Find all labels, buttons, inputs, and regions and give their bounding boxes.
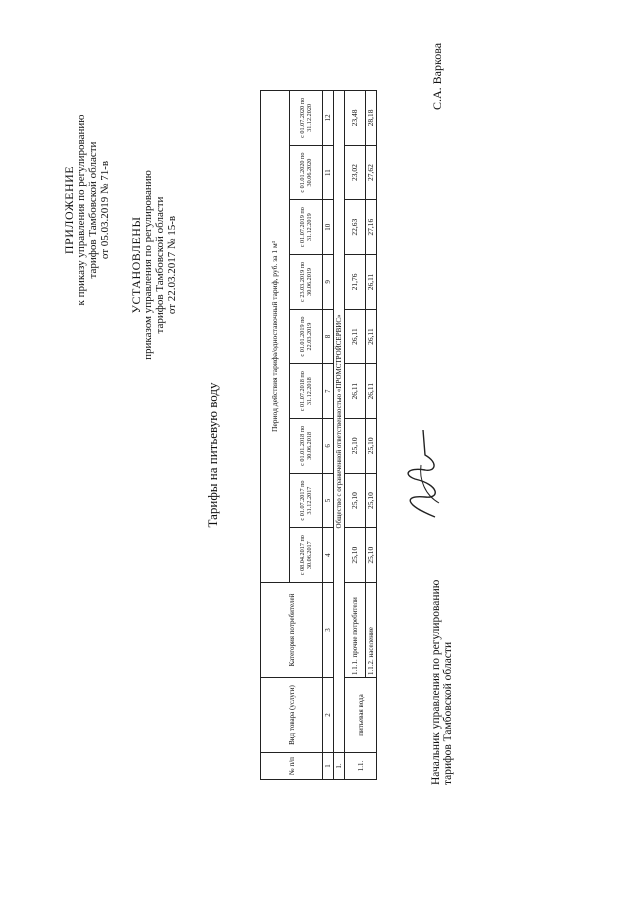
column-number: 2	[323, 678, 334, 753]
tariff-value: 23,02	[345, 145, 366, 200]
appendix-line-1: к приказу управления по регулированию	[75, 114, 87, 306]
header-period: Период действия тарифа/одноставочный тариф, руб. за 1 м³	[261, 91, 290, 583]
tariff-value: 26,11	[345, 309, 366, 364]
column-number-row	[323, 91, 334, 780]
tariff-value: 26,11	[366, 309, 377, 364]
column-number: 8	[323, 309, 334, 364]
table-row	[345, 91, 366, 780]
organization-row	[334, 91, 345, 780]
organization-number: 1.	[334, 753, 345, 780]
approved-header	[130, 115, 178, 415]
tariff-value: 25,10	[345, 419, 366, 474]
column-number: 7	[323, 364, 334, 419]
tariff-value: 25,10	[366, 528, 377, 583]
tariff-value: 26,11	[345, 364, 366, 419]
column-number: 3	[323, 583, 334, 678]
appendix-header	[63, 60, 111, 360]
item-service: питьевая вода	[345, 678, 377, 753]
category-cell: 1.1.2. население	[366, 583, 377, 678]
tariff-value: 25,10	[366, 419, 377, 474]
column-number: 4	[323, 528, 334, 583]
appendix-heading: ПРИЛОЖЕНИЕ	[62, 165, 76, 255]
tariff-value: 22,63	[345, 200, 366, 255]
approved-line-2: тарифов Тамбовской области	[154, 196, 166, 334]
tariff-value: 27,16	[366, 200, 377, 255]
category-cell: 1.1.1. прочие потребители	[345, 583, 366, 678]
header-category: Категория потребителей	[261, 583, 323, 678]
column-number: 9	[323, 255, 334, 310]
item-number: 1.1.	[345, 753, 377, 780]
tariff-value: 25,10	[345, 528, 366, 583]
tariff-table	[260, 90, 377, 780]
tariff-value: 26,11	[366, 364, 377, 419]
period-cell: с 01.01.2018 по 30.06.2018	[290, 419, 323, 474]
appendix-line-3: от 05.03.2019 № 71-в	[99, 160, 111, 260]
column-number: 10	[323, 200, 334, 255]
period-cell: с 23.03.2019 по 30.06.2019	[290, 255, 323, 310]
column-number: 5	[323, 473, 334, 528]
organization-name: Общество с ограниченной ответственностью «ПРОМСТРОЙСЕРВИС»	[334, 91, 345, 753]
signer-position-line-2: тарифов Тамбовской области	[442, 641, 454, 785]
table-row	[366, 91, 377, 780]
document-title: Тарифы на питьевую воду	[205, 382, 220, 528]
column-number: 12	[323, 91, 334, 146]
appendix-line-2: тарифов Тамбовской области	[87, 141, 99, 279]
period-cell: с 01.07.2020 по 31.12.2020	[290, 91, 323, 146]
handwritten-signature	[395, 415, 450, 525]
period-cell: с 01.07.2019 по 31.12.2019	[290, 200, 323, 255]
signature-drawing	[395, 415, 450, 525]
column-number: 11	[323, 145, 334, 200]
signer-position-line-1: Начальник управления по регулированию	[430, 579, 442, 785]
table-header-row	[261, 91, 290, 780]
approved-heading: УСТАНОВЛЕНЫ	[129, 216, 143, 314]
column-number: 6	[323, 419, 334, 474]
approved-line-3: от 22.03.2017 № 15-в	[166, 215, 178, 315]
signer-position	[430, 525, 454, 785]
tariff-value: 21,76	[345, 255, 366, 310]
tariff-value: 27,62	[366, 145, 377, 200]
period-cell: с 08.04.2017 по 30.06.2017	[290, 528, 323, 583]
period-cell: с 01.01.2019 по 22.03.2019	[290, 309, 323, 364]
period-cell: с 01.07.2017 по 31.12.2017	[290, 473, 323, 528]
approved-line-1: приказом управления по регулированию	[142, 170, 154, 360]
tariff-value: 25,10	[345, 473, 366, 528]
tariff-value: 28,18	[366, 91, 377, 146]
header-service: Вид товара (услуги)	[261, 678, 323, 753]
column-number: 1	[323, 753, 334, 780]
tariff-value: 26,11	[366, 255, 377, 310]
tariff-value: 25,10	[366, 473, 377, 528]
period-cell: с 01.07.2018 по 31.12.2018	[290, 364, 323, 419]
tariff-value: 23,48	[345, 91, 366, 146]
period-cell: с 01.01.2020 по 30.06.2020	[290, 145, 323, 200]
signer-name: С.А. Варкова	[430, 42, 444, 110]
header-number: № п/п	[261, 753, 323, 780]
